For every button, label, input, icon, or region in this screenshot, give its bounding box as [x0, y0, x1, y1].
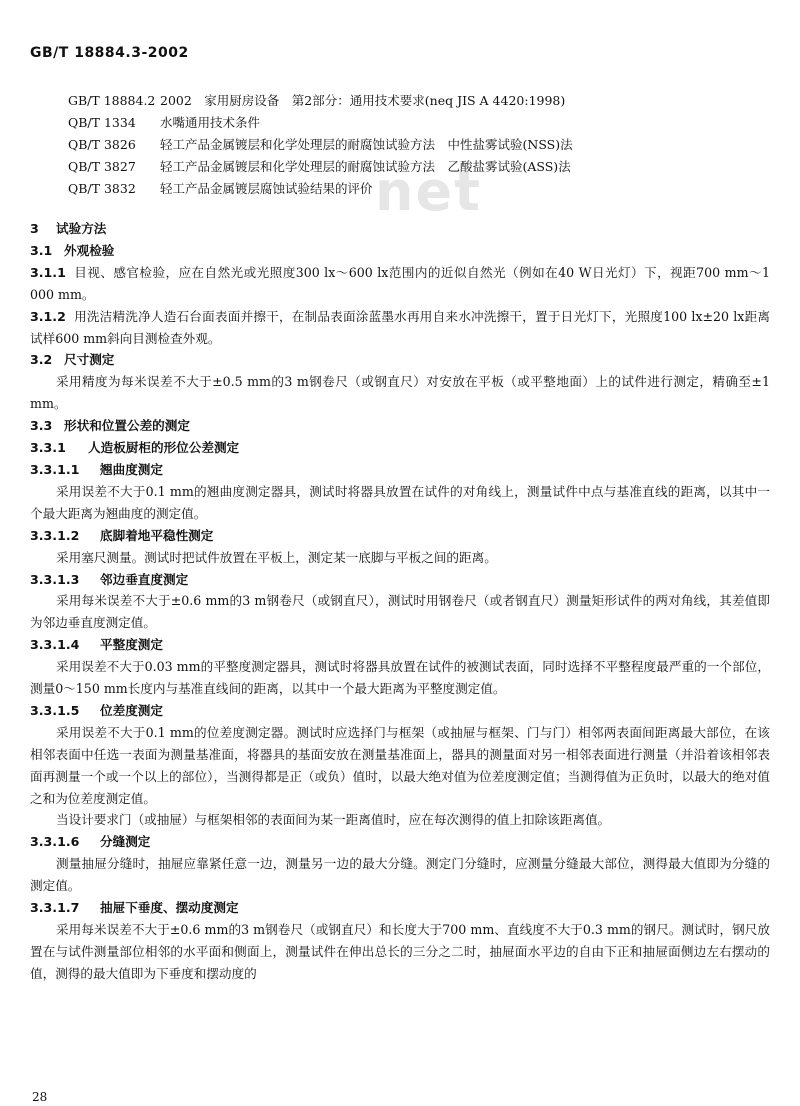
section-number: 3.3.1.4 [30, 637, 80, 653]
clause-text-3-2: 采用精度为每米误差不大于±0.5 mm的3 m钢卷尺（或钢直尺）对安放在平板（或平整地面）上的试件进行测定，精确至±1 mm。 [30, 374, 770, 412]
section-number: 3.3.1.1 [30, 461, 80, 477]
reference-code: QB/T 3827 [68, 159, 136, 174]
section-heading-3-3-1-5 [30, 700, 770, 722]
reference-title: 轻工产品金属镀层和化学处理层的耐腐蚀试验方法 乙酸盐雾试验(ASS)法 [160, 159, 571, 174]
clause-3-1-1 [30, 262, 770, 306]
section-number: 3.3.1.6 [30, 834, 80, 850]
clause-text-3-3-1-2: 采用塞尺测量。测试时把试件放置在平板上，测定某一底脚与平板之间的距离。 [56, 549, 497, 565]
section-heading-3-1 [30, 240, 770, 262]
section-number: 3.3.1.5 [30, 702, 80, 718]
section-heading-3-3-1-2 [30, 525, 770, 547]
reference-title: 轻工产品金属镀层和化学处理层的耐腐蚀试验方法 中性盐雾试验(NSS)法 [160, 137, 573, 152]
watermark: net [375, 160, 482, 223]
clause-3-1-2 [30, 306, 770, 350]
section-number: 3.2 [30, 352, 53, 368]
section-number: 3.3.1.7 [30, 900, 80, 916]
section-heading-3-3-1 [30, 437, 770, 459]
section-title: 邻边垂直度测定 [100, 571, 189, 587]
section-heading-3-3 [30, 415, 770, 437]
section-heading-3-3-1-3 [30, 569, 770, 591]
section-title: 形状和位置公差的测定 [64, 418, 190, 434]
normative-references [68, 90, 573, 200]
clause-number: 3.1.2 [30, 308, 66, 324]
reference-code: QB/T 3832 [68, 181, 136, 196]
section-number: 3 [30, 221, 39, 236]
reference-title: 水嘴通用技术条件 [160, 115, 261, 130]
clause-text: 用洗洁精洗净人造石台面表面并擦干，在制品表面涂蓝墨水再用自来水冲洗擦干，置于日光灯下，光照度100 lx±20 lx距离试样600 mm斜向目测检查外观。 [30, 308, 770, 346]
section-title: 分缝测定 [100, 834, 151, 850]
section-heading-3-3-1-6 [30, 831, 770, 853]
reference-item [68, 112, 573, 134]
section-heading-3-3-1-4 [30, 634, 770, 656]
reference-code: QB/T 1334 [68, 115, 136, 130]
section-number: 3.3.1.2 [30, 527, 80, 543]
clause-note-3-3-1-5: 当设计要求门（或抽屉）与框架相邻的表面间为某一距离值时，应在每次测得的值上扣除该距离值。 [56, 812, 611, 828]
section-title: 外观检验 [64, 242, 115, 258]
section-title: 尺寸测定 [64, 352, 115, 368]
clause-text-3-3-1-5: 采用误差不大于0.1 mm的位差度测定器。测试时应选择门与框架（或抽屉与框架、门与门）相邻两表面间距离最大部位，在该相邻表面中任选一表面为测量基准面，将器具的基面安放在测量基准面上，器具的测量面对另一相邻表面进行测量（并沿着该相邻表面再测量一个或一个以上的部位），当测得都是正（或负）值时，以最大绝对值为位差度测定值；当测得值为正负时，以最大的绝对值之和为位差度测定值。 [30, 724, 770, 806]
clause-text: 目视、感官检验，应在自然光或光照度300 lx～600 lx范围内的近似自然光（例如在40 W日光灯）下，视距700 mm～1 000 mm。 [30, 264, 770, 302]
standard-code-header: GB/T 18884.3-2002 [30, 45, 189, 61]
section-title: 人造板厨柜的形位公差测定 [88, 440, 240, 456]
clause-text-3-3-1-1: 采用误差不大于0.1 mm的翘曲度测定器具，测试时将器具放置在试件的对角线上，测量试件中点与基准直线的距离，以其中一个最大距离为翘曲度的测定值。 [30, 483, 770, 521]
document-body [30, 218, 770, 985]
section-number: 3.1 [30, 242, 53, 258]
section-number: 3.3.1.3 [30, 571, 80, 587]
clause-text-3-3-1-6: 测量抽屉分缝时，抽屉应靠紧任意一边，测量另一边的最大分缝。测定门分缝时，应测量分缝最大部位，测得最大值即为分缝的测定值。 [30, 856, 770, 894]
section-number: 3.3.1 [30, 440, 66, 456]
section-title: 翘曲度测定 [100, 461, 163, 477]
clause-number: 3.1.1 [30, 264, 66, 280]
page-number: 28 [32, 1090, 48, 1104]
section-heading-3-3-1-7 [30, 897, 770, 919]
reference-title: 轻工产品金属镀层腐蚀试验结果的评价 [160, 181, 373, 196]
reference-code: GB/T 18884.2 [68, 93, 156, 108]
clause-text-3-3-1-7: 采用每米误差不大于±0.6 mm的3 m钢卷尺（或钢直尺）和长度大于700 mm、直线度不大于0.3 mm的钢尺。测试时，钢尺放置在与试件测量部位相邻的水平面和侧面上，测量试件在伸出总长的三分之二时，抽屉面水平边的自由下正和抽屉面侧边左右摆动的值，测得的最大值即为下垂度和摆动度的 [30, 922, 770, 981]
reference-item [68, 90, 573, 112]
clause-text-3-3-1-4: 采用误差不大于0.03 mm的平整度测定器具，测试时将器具放置在试件的被测试表面，同时选择不平整程度最严重的一个部位，测量0～150 mm长度内与基准直线间的距离，以其中一个最大距离为平整度测定值。 [30, 659, 770, 697]
section-title: 试验方法 [56, 221, 107, 236]
reference-item [68, 178, 573, 200]
section-title: 底脚着地平稳性测定 [100, 527, 214, 543]
reference-item [68, 134, 573, 156]
section-heading-3-3-1-1 [30, 459, 770, 481]
section-title: 抽屉下垂度、摆动度测定 [100, 900, 239, 916]
clause-text-3-3-1-3: 采用每米误差不大于±0.6 mm的3 m钢卷尺（或钢直尺），测试时用钢卷尺（或者钢直尺）测量矩形试件的两对角线，其差值即为邻边垂直度测定值。 [30, 593, 770, 631]
section-title: 平整度测定 [100, 637, 163, 653]
section-number: 3.3 [30, 418, 53, 434]
reference-code: QB/T 3826 [68, 137, 136, 152]
section-title: 位差度测定 [100, 702, 163, 718]
section-heading-3-2 [30, 349, 770, 371]
reference-item [68, 156, 573, 178]
reference-title: 2002 家用厨房设备 第2部分：通用技术要求(neq JIS A 4420:1998) [160, 93, 566, 108]
section-heading-3 [30, 218, 770, 240]
